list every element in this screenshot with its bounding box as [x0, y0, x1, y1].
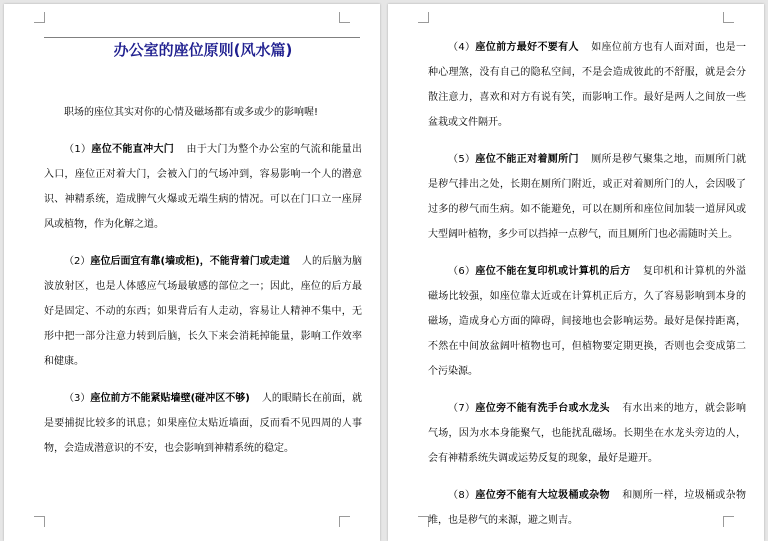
section-7	[428, 396, 746, 471]
section-number: （8）	[448, 490, 476, 501]
section-body: 有水出来的地方，就会影响气场，因为水本身能聚气，也能扰乱磁场。长期坐在水龙头旁边的人，会有神精系统失调或运势反复的现象，最好是避开。	[428, 403, 746, 464]
section-number: （6）	[448, 266, 476, 277]
section-body: 如座位前方也有人面对面，也是一种心理煞，没有自己的隐私空间，不是会造成彼此的不舒服，就是会分散注意力，喜欢和对方有说有笑，而影响工作。最好是两人之间放一些盆栽或文件隔开。	[428, 42, 746, 128]
intro-paragraph: 职场的座位其实对你的心情及磁场都有或多或少的影响喔!	[64, 107, 319, 118]
section-body: 复印机和计算机的外溢磁场比较强，如座位靠太近或在计算机正后方，久了容易影响到本身的磁场，造成身心方面的障碍，间接地也会影响运势。最好是保持距离，不然在中间放盆阔叶植物也可，但植物要定期更换，否则也会变成第二个污染源。	[428, 266, 746, 377]
section-number: （1）	[64, 144, 92, 155]
section-heading: 座位前方最好不要有人	[475, 42, 579, 53]
section-2	[44, 249, 362, 374]
section-body: 和厕所一样，垃圾桶或杂物堆，也是秽气的来源，避之则吉。	[428, 490, 746, 526]
section-6	[428, 259, 746, 384]
section-8	[428, 483, 746, 533]
document-page-1[interactable]	[4, 4, 380, 541]
crop-mark-bottom-left	[34, 516, 45, 527]
document-title: 办公室的座位原则(风水篇)	[113, 41, 293, 59]
section-1	[44, 137, 362, 237]
section-number: （2）	[64, 256, 91, 267]
crop-mark-bottom-right	[339, 516, 350, 527]
page-1-content[interactable]	[44, 36, 362, 461]
section-number: （5）	[448, 154, 476, 165]
section-heading: 座位前方不能紧贴墙壁(碰冲区不够)	[90, 393, 250, 404]
section-body: 厕所是秽气聚集之地，而厕所门就是秽气排出之处，长期在厕所门附近，或正对着厕所门的人，会因吸了过多的秽气而生病。如不能避免，可以在厕所和座位间加装一道屏风或大型阔叶植物，多少可以挡掉一点秽气，而且厕所门也必需随时关上。	[428, 154, 746, 240]
section-heading: 座位后面宜有靠(墙或柜)，不能背着门或走道	[90, 256, 290, 267]
section-body: 人的眼睛长在前面，就是要捕捉比较多的讯息；如果座位太贴近墙面，反而看不见四周的人事物，会造成潜意识的不安，也会影响到神精系统的稳定。	[44, 393, 363, 454]
section-heading: 座位不能直冲大门	[91, 144, 175, 155]
section-number: （4）	[448, 42, 476, 53]
section-3	[44, 386, 362, 461]
section-heading: 座位不能正对着厕所门	[475, 154, 579, 165]
document-page-2[interactable]	[388, 4, 764, 541]
section-heading: 座位旁不能有洗手台或水龙头	[475, 403, 610, 414]
crop-mark-top-left	[34, 12, 45, 23]
section-heading: 座位不能在复印机或计算机的后方	[475, 266, 631, 277]
section-body: 人的后脑为脑波放射区，也是人体感应气场最敏感的部位之一；因此，座位的后方最好是固定、不动的东西；如果背后有人走动，容易让人精神不集中，无形中把一部分注意力转到后脑，长久下来会消耗掉能量，影响工作效率和健康。	[44, 256, 363, 367]
section-body: 由于大门为整个办公室的气流和能量出入口，座位正对着大门，会被入门的气场冲到，容易影响一个人的潜意识、神精系统，造成脾气火爆或无端生病的情况。可以在门口立一座屏风或植物，作为化解之道。	[44, 144, 362, 230]
section-5	[428, 147, 746, 247]
section-4	[428, 35, 746, 135]
crop-mark-top-left	[418, 12, 429, 23]
crop-mark-top-right	[723, 12, 734, 23]
page-2-content[interactable]	[428, 35, 746, 533]
section-number: （3）	[64, 393, 91, 404]
section-number: （7）	[448, 403, 476, 414]
section-heading: 座位旁不能有大垃圾桶或杂物	[475, 490, 610, 501]
crop-mark-top-right	[339, 12, 350, 23]
